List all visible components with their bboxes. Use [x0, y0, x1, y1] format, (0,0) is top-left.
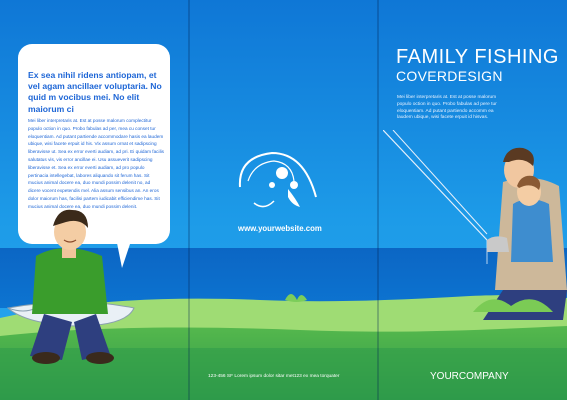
bubble-heading: Ex sea nihil ridens antiopam, et vel agam ancillaer voluptaria. No quid m vocibus mei. No elit maiorum ci [28, 70, 162, 114]
website-url: www.yourwebsite.com [238, 224, 322, 233]
right-body-text: Mei liber interpretaris at. Est at posse malorum populo oction in quo. Probo fabulas ad pere tur eloquentiam. Ad putant partiendo accomm ea laudem ubique, wisi facete erpuit id hisvas. [397, 95, 497, 121]
company-name: YOURCOMPANY [430, 371, 509, 382]
bubble-body-text: Mei liber interpretaris at. Est at posse malorum complectitur populo oction in quo. Probo fabulas ad per, mea cu conset tur eloquentiam. Ad putant partiende accommodare hasis ea laudem ubique, wisi facete erpuit id his. Vix assum ornat et sadipscing liberavisse ut. Sea ex error everti audiam, ad pri. Ei quidam facilis salutatus vis, vis error ancillae ei. Usu assueverit sadipscing liberavisse et. Sea ex error everti audiam, ad pro populo pertinacia intellegebat, labores aliquando sit ferum has. Sit mucius animal docere ea, duo mundi possim delenit no, ad dicere vocent expetendis mel. Alia assum sensibus an. An eros dolor maiorum has, facilisi partem iudicabit efficiendime has. Sit mucius animal docere ea, duo mundi possim delenit. [28, 118, 164, 209]
address-line: 123-456 SF Lorem ipsum dolor sitar met123 ex mea torquater [208, 374, 340, 379]
brochure-title: FAMILY FISHING [396, 46, 559, 68]
fishing-logo-icon [234, 145, 324, 225]
father-and-son-fishing-illustration [383, 130, 567, 320]
fold-line-left [188, 0, 190, 400]
brochure-subtitle: COVERDESIGN [396, 68, 503, 84]
fisherman-with-fish-illustration [6, 196, 136, 376]
fold-line-right [377, 0, 379, 400]
